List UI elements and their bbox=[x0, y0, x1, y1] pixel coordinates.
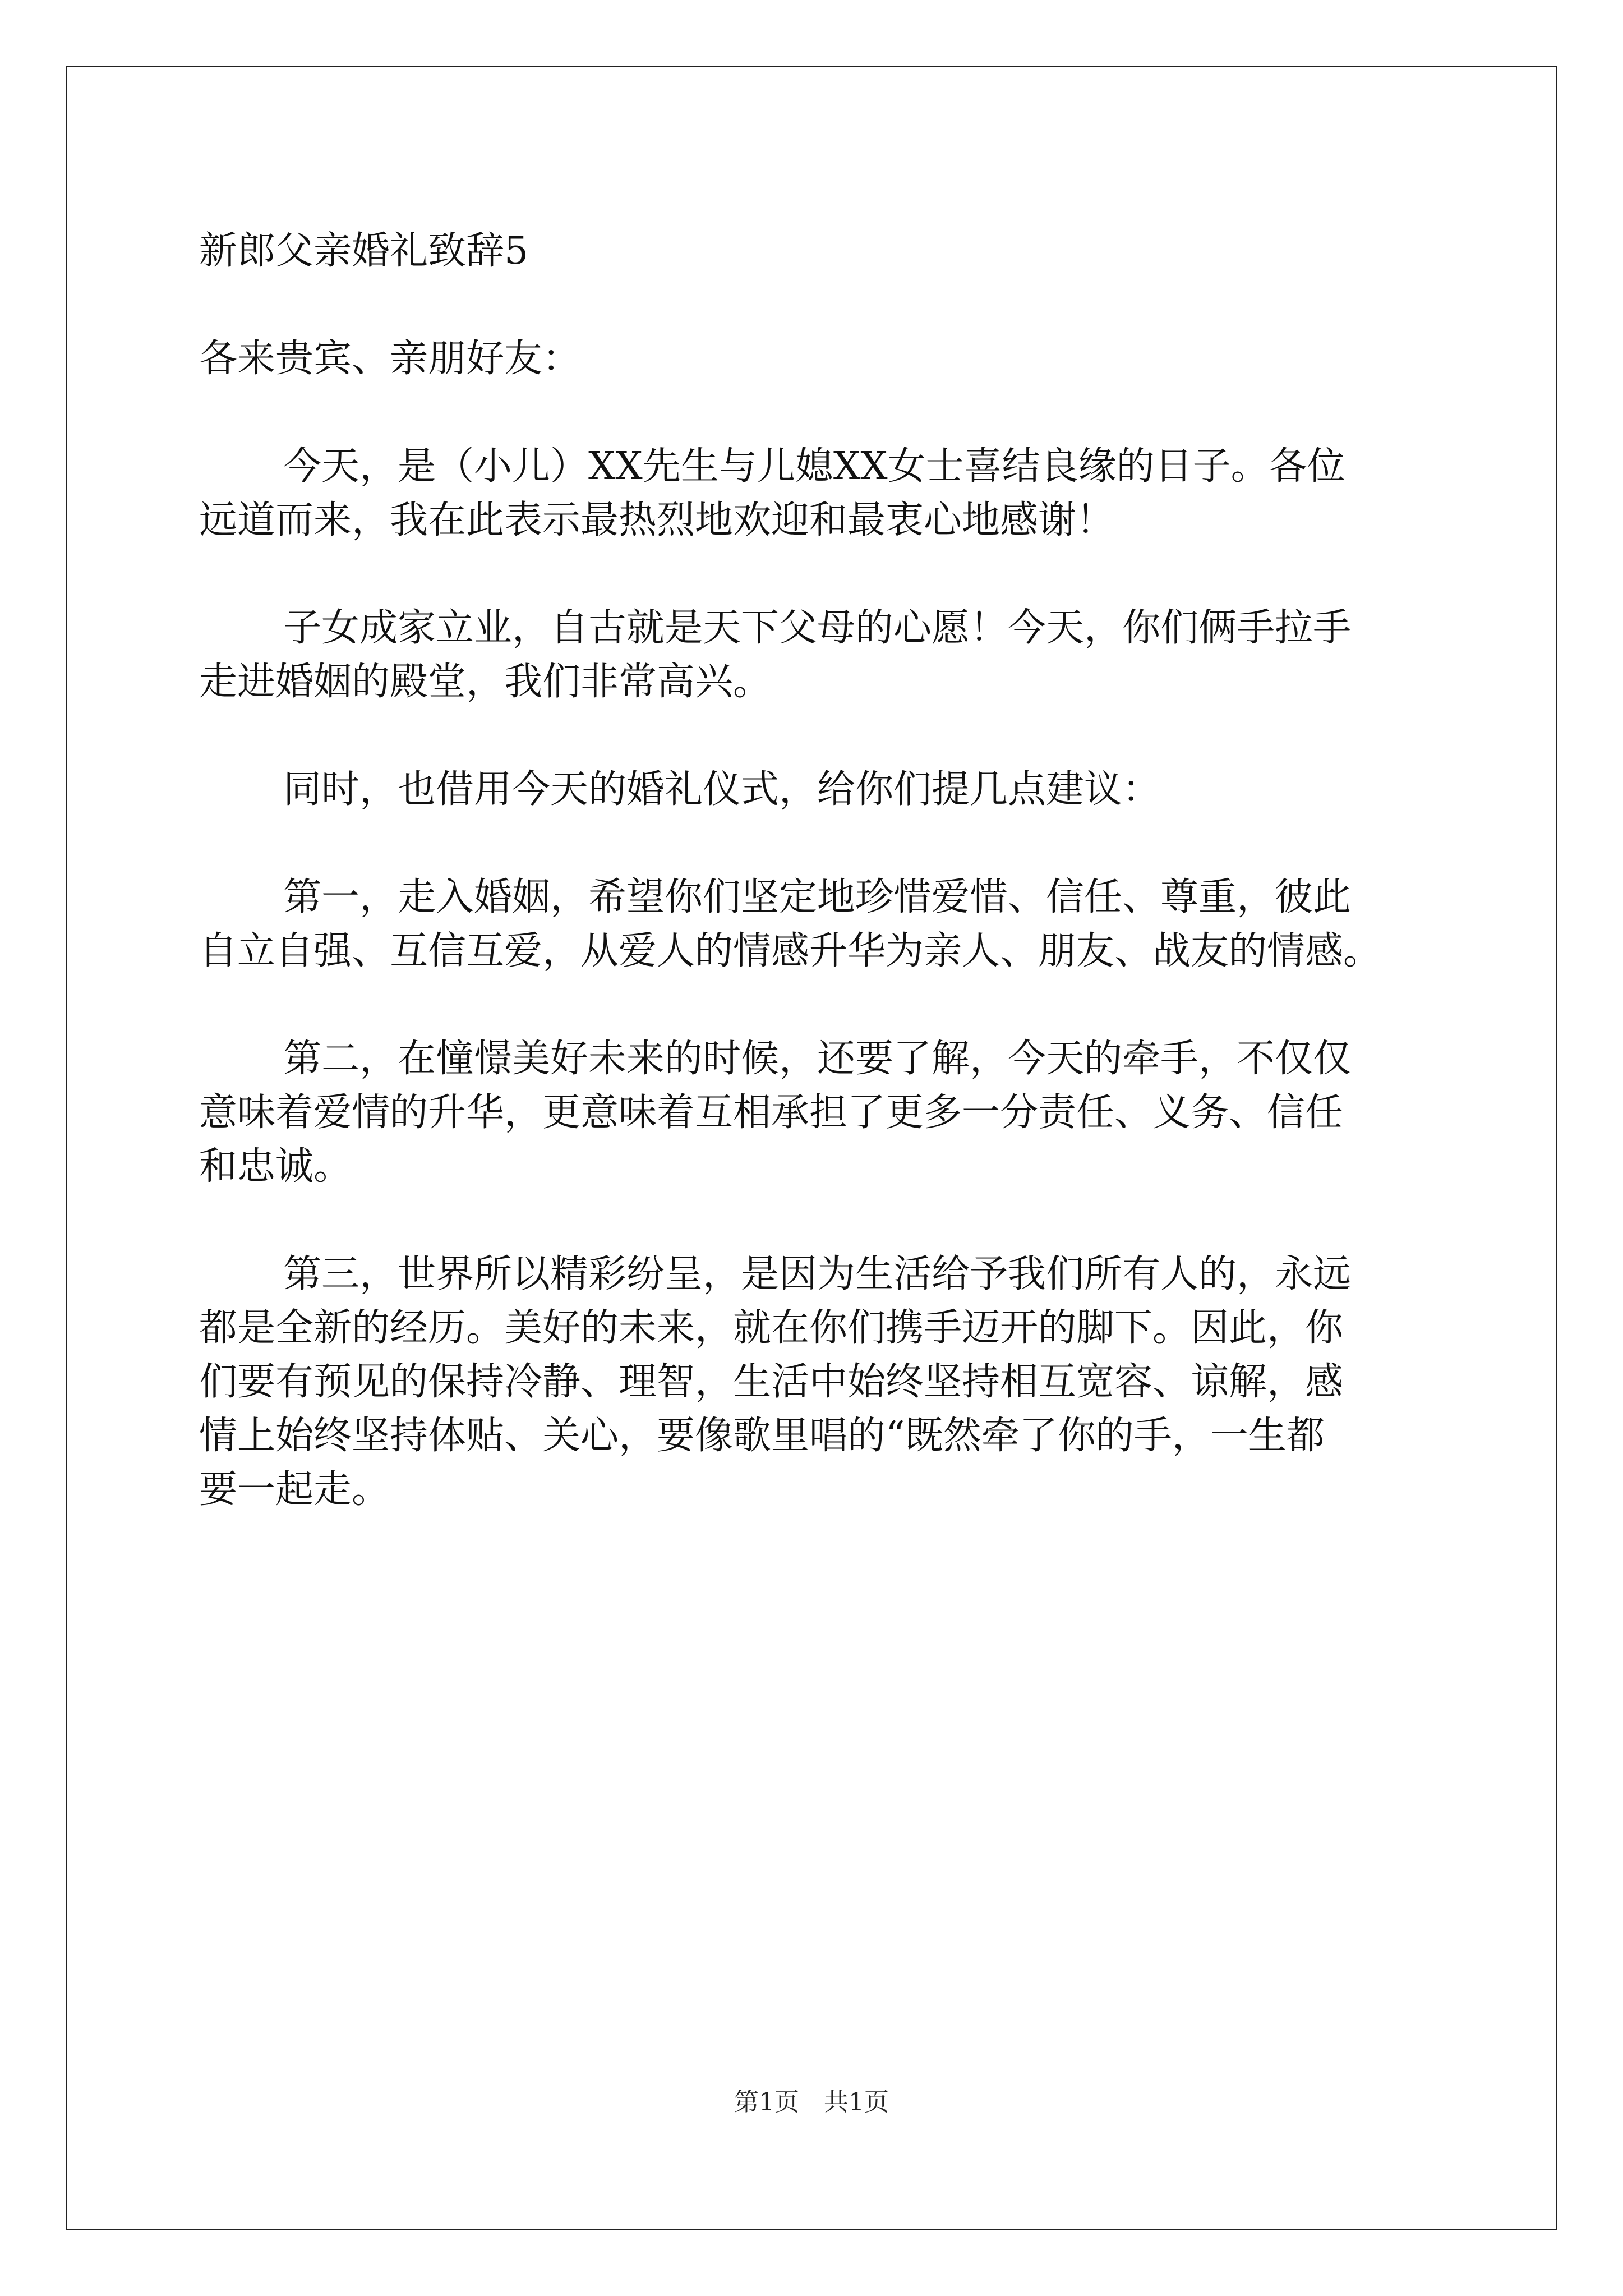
paragraph-5 bbox=[199, 1032, 1433, 1194]
paragraph-line: 子女成家立业，自古就是天下父母的心愿！今天，你们俩手拉手 bbox=[283, 606, 1352, 650]
paragraph-line: 远道而来，我在此表示最热烈地欢迎和最衷心地感谢！ bbox=[199, 498, 1115, 542]
paragraph-line: 们要有预见的保持冷静、理智，生活中始终坚持相互宽容、谅解，感 bbox=[199, 1360, 1344, 1404]
paragraph-line: 第二，在憧憬美好未来的时候，还要了解，今天的牵手，不仅仅 bbox=[283, 1037, 1352, 1081]
paragraph-line: 今天，是（小儿）XX先生与儿媳XX女士喜结良缘的日子。各位 bbox=[283, 444, 1345, 489]
paragraph-line: 和忠诚。 bbox=[199, 1144, 352, 1189]
document-body bbox=[199, 224, 1433, 1571]
page-footer: 第1页 共1页 bbox=[734, 2088, 889, 2116]
paragraph-1 bbox=[199, 440, 1433, 547]
paragraph-line: 都是全新的经历。美好的未来，就在你们携手迈开的脚下。因此，你 bbox=[199, 1306, 1344, 1350]
paragraph-line: 意味着爱情的升华，更意味着互相承担了更多一分责任、义务、信任 bbox=[199, 1091, 1344, 1135]
paragraph-2 bbox=[199, 601, 1433, 709]
paragraph-6 bbox=[199, 1248, 1433, 1517]
paragraph-line: 第三，世界所以精彩纷呈，是因为生活给予我们所有人的，永远 bbox=[283, 1252, 1352, 1296]
paragraph-line: 第一，走入婚姻，希望你们坚定地珍惜爱惜、信任、尊重，彼此 bbox=[283, 875, 1352, 919]
paragraph-line: 情上始终坚持体贴、关心，要像歌里唱的“既然牵了你的手，一生都 bbox=[199, 1414, 1325, 1458]
paragraph-3 bbox=[199, 763, 1433, 817]
document-title: 新郎父亲婚礼致辞5 bbox=[199, 229, 529, 273]
greeting: 各来贵宾、亲朋好友： bbox=[199, 337, 581, 381]
paragraph-line: 要一起走。 bbox=[199, 1467, 390, 1512]
paragraph-line: 自立自强、互信互爱，从爱人的情感升华为亲人、朋友、战友的情感。 bbox=[199, 929, 1382, 973]
paragraph-line: 同时，也借用今天的婚礼仪式，给你们提几点建议： bbox=[283, 767, 1161, 812]
paragraph-4 bbox=[199, 871, 1433, 978]
paragraph-line: 走进婚姻的殿堂，我们非常高兴。 bbox=[199, 660, 772, 704]
